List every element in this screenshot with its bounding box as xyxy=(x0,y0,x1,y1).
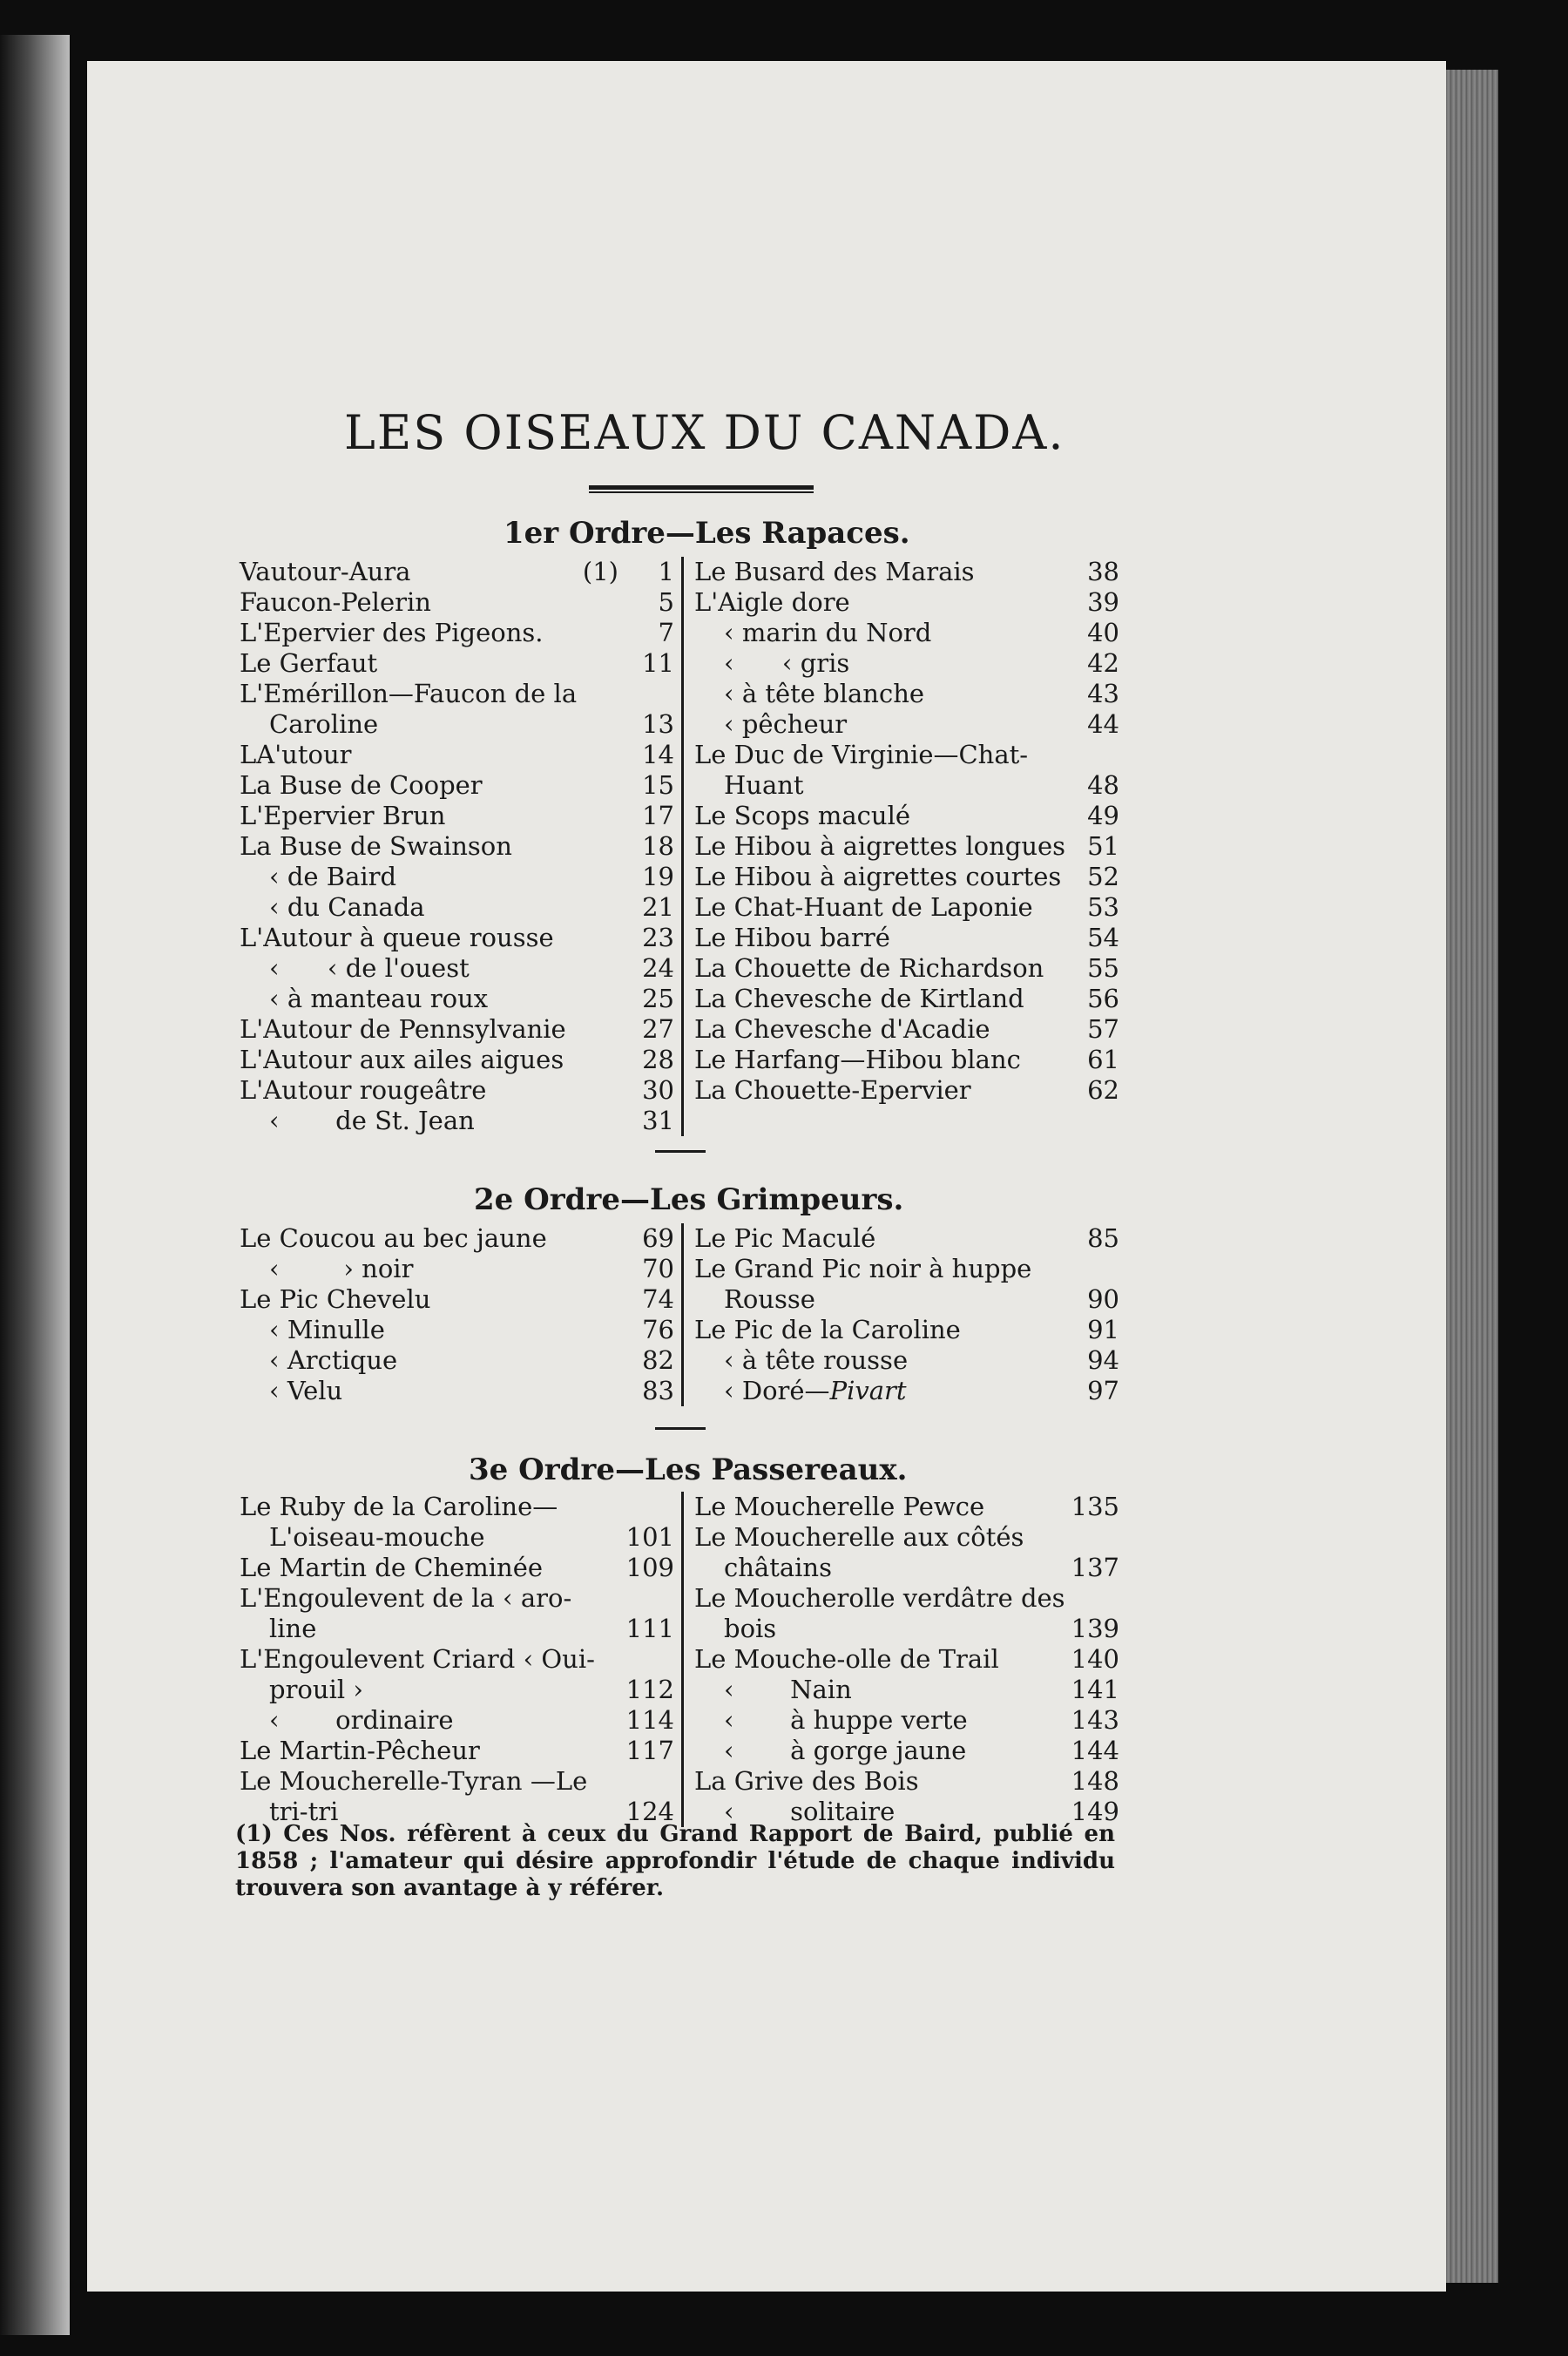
page-number: 137 xyxy=(1071,1553,1119,1582)
left-column xyxy=(240,1492,684,1827)
index-entry xyxy=(694,1522,1119,1553)
index-entry xyxy=(240,1705,674,1736)
page-number xyxy=(631,1766,674,1797)
index-entry xyxy=(240,1614,674,1644)
page-number: 13 xyxy=(642,709,674,739)
page-number: 19 xyxy=(642,862,674,891)
page-number: 56 xyxy=(1087,984,1119,1013)
page-number: 149 xyxy=(1071,1797,1119,1826)
entry-name: La Chevesche d'Acadie xyxy=(694,1014,990,1044)
page-number: 114 xyxy=(625,1705,674,1735)
page-number: 52 xyxy=(1087,862,1119,891)
index-entry xyxy=(240,618,674,648)
right-column xyxy=(684,1223,1119,1406)
page-number: 144 xyxy=(1071,1736,1119,1765)
page-number: 74 xyxy=(642,1284,674,1314)
page-number: 25 xyxy=(642,984,674,1013)
page-number xyxy=(1076,740,1119,770)
page-number: 139 xyxy=(1071,1614,1119,1643)
page-number: 31 xyxy=(642,1106,674,1135)
page-number: 14 xyxy=(642,740,674,769)
entry-name: ‹ du Canada xyxy=(269,892,425,922)
index-entry xyxy=(694,1254,1119,1284)
page-number: 135 xyxy=(1071,1492,1119,1521)
index-entry xyxy=(240,1644,674,1675)
page-number: 140 xyxy=(1071,1644,1119,1674)
title-divider xyxy=(589,485,814,493)
index-entry xyxy=(694,1766,1119,1797)
page-number: 28 xyxy=(642,1045,674,1074)
index-entry xyxy=(694,1492,1119,1522)
page-number: 44 xyxy=(1087,709,1119,739)
entry-name: LA'utour xyxy=(240,740,352,769)
entry-name: ‹ marin du Nord xyxy=(724,618,932,647)
index-entry xyxy=(240,831,674,862)
entry-name: ‹ de St. Jean xyxy=(269,1106,475,1135)
index-entry xyxy=(240,679,674,709)
entry-name: Le Hibou barré xyxy=(694,923,890,952)
entry-name: châtains xyxy=(724,1553,832,1582)
index-entry xyxy=(694,923,1119,953)
index-entry xyxy=(240,953,674,984)
index-entry xyxy=(694,557,1119,587)
index-entry xyxy=(240,862,674,892)
entry-name: Le Harfang—Hibou blanc xyxy=(694,1045,1021,1074)
entry-name: La Grive des Bois xyxy=(694,1766,919,1796)
entry-name: ‹ ordinaire xyxy=(269,1705,454,1735)
section-divider xyxy=(655,1427,706,1430)
entry-name: L'Autour à queue rousse xyxy=(240,923,554,952)
entry-name: ‹ Doré—Pivart xyxy=(724,1376,907,1405)
right-column xyxy=(684,1492,1119,1827)
index-entry xyxy=(694,1705,1119,1736)
page-number: 53 xyxy=(1087,892,1119,922)
entry-name: L'Engoulevent Criard ‹ Oui- xyxy=(240,1644,595,1674)
entry-name: Huant xyxy=(724,770,804,800)
index-entry xyxy=(240,587,674,618)
page-number xyxy=(631,1644,674,1675)
entry-name: La Chevesche de Kirtland xyxy=(694,984,1024,1013)
page-number: 85 xyxy=(1087,1223,1119,1253)
page-number: 112 xyxy=(625,1675,674,1704)
index-entry xyxy=(694,801,1119,831)
entry-name: L'Engoulevent de la ‹ aro- xyxy=(240,1583,572,1613)
entry-name-italic: Pivart xyxy=(829,1376,907,1405)
index-entry xyxy=(694,862,1119,892)
entry-name: Faucon-Pelerin xyxy=(240,587,431,617)
entry-name: bois xyxy=(724,1614,777,1643)
index-entry xyxy=(240,1553,674,1583)
page-number: 117 xyxy=(625,1736,674,1765)
page-number: 15 xyxy=(642,770,674,800)
entry-name: L'Autour rougeâtre xyxy=(240,1075,487,1105)
entry-name: Le Coucou au bec jaune xyxy=(240,1223,547,1253)
entry-name: Le Gerfaut xyxy=(240,648,378,678)
page-number: 39 xyxy=(1087,587,1119,617)
page-number: 97 xyxy=(1087,1376,1119,1405)
index-entry xyxy=(240,1284,674,1315)
page-number: 61 xyxy=(1087,1045,1119,1074)
entry-name: L'Autour aux ailes aigues xyxy=(240,1045,564,1074)
page-number: 143 xyxy=(1071,1705,1119,1735)
entry-name: Le Moucherelle aux côtés xyxy=(694,1522,1024,1552)
index-entry xyxy=(694,1345,1119,1376)
entry-name: ‹ à tête rousse xyxy=(724,1345,909,1375)
entry-name: line xyxy=(269,1614,317,1643)
entry-name: Le Grand Pic noir à huppe xyxy=(694,1254,1032,1283)
index-entry xyxy=(240,892,674,923)
index-entry xyxy=(694,984,1119,1014)
index-entry xyxy=(694,679,1119,709)
page-number: 94 xyxy=(1087,1345,1119,1375)
entry-name: ‹ solitaire xyxy=(724,1797,896,1826)
page-number: 21 xyxy=(642,892,674,922)
entry-name: L'Epervier des Pigeons. xyxy=(240,618,544,647)
page-number: 18 xyxy=(642,831,674,861)
entry-name: ‹ Nain xyxy=(724,1675,852,1704)
page-number: 90 xyxy=(1087,1284,1119,1314)
section-passereaux xyxy=(240,1492,1119,1827)
page-number: 101 xyxy=(625,1522,674,1552)
entry-name: ‹ pêcheur xyxy=(724,709,848,739)
index-entry xyxy=(694,618,1119,648)
section-divider xyxy=(655,1150,706,1153)
index-entry xyxy=(240,1223,674,1254)
index-entry xyxy=(694,892,1119,923)
entry-name: tri-tri xyxy=(269,1797,339,1826)
entry-name: prouil › xyxy=(269,1675,363,1704)
index-entry xyxy=(694,648,1119,679)
section-heading-rapaces: 1er Ordre—Les Rapaces. xyxy=(504,516,910,551)
page-number xyxy=(1076,1254,1119,1284)
entry-name: ‹ à huppe verte xyxy=(724,1705,968,1735)
page-number xyxy=(631,679,674,709)
page-number: 109 xyxy=(625,1553,674,1582)
index-entry xyxy=(694,1075,1119,1106)
page-stack-edge xyxy=(1446,70,1498,2283)
index-entry xyxy=(240,1075,674,1106)
page-number: 62 xyxy=(1087,1075,1119,1105)
index-entry xyxy=(694,770,1119,801)
index-entry xyxy=(240,1014,674,1045)
section-heading-grimpeurs: 2e Ordre—Les Grimpeurs. xyxy=(474,1182,904,1217)
entry-name: Le Moucherelle Pewce xyxy=(694,1492,985,1521)
page-number: 141 xyxy=(1071,1675,1119,1704)
entry-name: Le Scops maculé xyxy=(694,801,911,830)
entry-name: Le Hibou à aigrettes courtes xyxy=(694,862,1062,891)
index-entry xyxy=(694,1045,1119,1075)
section-heading-passereaux: 3e Ordre—Les Passereaux. xyxy=(469,1452,908,1487)
page-number: 51 xyxy=(1087,831,1119,861)
entry-name: ‹ à manteau roux xyxy=(269,984,489,1013)
index-entry xyxy=(240,1492,674,1522)
index-entry xyxy=(694,1284,1119,1315)
index-entry xyxy=(694,587,1119,618)
page-number: 54 xyxy=(1087,923,1119,952)
entry-name: Le Duc de Virginie—Chat- xyxy=(694,740,1029,769)
index-entry xyxy=(240,1045,674,1075)
entry-name: Le Pic de la Caroline xyxy=(694,1315,961,1344)
entry-name: ‹ à gorge jaune xyxy=(724,1736,967,1765)
page-number xyxy=(631,1492,674,1522)
page-number: 42 xyxy=(1087,648,1119,678)
entry-name: L'Autour de Pennsylvanie xyxy=(240,1014,566,1044)
index-entry xyxy=(240,1376,674,1406)
left-column xyxy=(240,1223,684,1406)
page-number: 5 xyxy=(658,587,674,617)
index-entry xyxy=(240,1106,674,1136)
page-number: 124 xyxy=(625,1797,674,1826)
index-entry xyxy=(694,740,1119,770)
entry-name: L'Epervier Brun xyxy=(240,801,446,830)
index-entry xyxy=(694,1315,1119,1345)
page-number: 83 xyxy=(642,1376,674,1405)
entry-name: ‹ ‹ de l'ouest xyxy=(269,953,470,983)
page-number: 111 xyxy=(625,1614,674,1643)
footnote-ref: (1) xyxy=(582,557,618,586)
page-number: 24 xyxy=(642,953,674,983)
footnote: (1) Ces Nos. réfèrent à ceux du Grand Rapport de Baird, publié en 1858 ; l'amateur qui désire approfondir l'étude de chaque individu trouvera son avantage à y référer. xyxy=(235,1821,1115,1901)
page-number: 69 xyxy=(642,1223,674,1253)
page-number: 48 xyxy=(1087,770,1119,800)
entry-name: ‹ ‹ gris xyxy=(724,648,850,678)
entry-name: Le Moucherelle-Tyran —Le xyxy=(240,1766,588,1796)
index-entry xyxy=(240,801,674,831)
index-entry xyxy=(240,1736,674,1766)
page-number: 76 xyxy=(642,1315,674,1344)
index-entry xyxy=(694,1644,1119,1675)
left-column xyxy=(240,557,684,1136)
entry-name: Le Mouche-olle de Trail xyxy=(694,1644,999,1674)
page-number: 148 xyxy=(1071,1766,1119,1796)
entry-name: L'Emérillon—Faucon de la xyxy=(240,679,578,708)
page-number xyxy=(1076,1522,1119,1553)
page-number xyxy=(631,1583,674,1614)
entry-name: La Chouette-Epervier xyxy=(694,1075,971,1105)
entry-name: La Buse de Swainson xyxy=(240,831,512,861)
index-entry xyxy=(240,740,674,770)
entry-name: La Buse de Cooper xyxy=(240,770,483,800)
index-entry xyxy=(240,1254,674,1284)
entry-name: Le Ruby de la Caroline— xyxy=(240,1492,558,1521)
entry-name: ‹ Arctique xyxy=(269,1345,398,1375)
page-title: LES OISEAUX DU CANADA. xyxy=(344,405,1065,460)
entry-name: ‹ de Baird xyxy=(269,862,397,891)
section-rapaces xyxy=(240,557,1119,1136)
index-entry xyxy=(694,1553,1119,1583)
entry-name: Le Martin-Pêcheur xyxy=(240,1736,480,1765)
adjacent-page-edge xyxy=(0,35,70,2335)
book-page xyxy=(87,61,1446,2292)
entry-name: Le Pic Maculé xyxy=(694,1223,876,1253)
entry-name: Le Moucherolle verdâtre des xyxy=(694,1583,1065,1613)
page-number: 82 xyxy=(642,1345,674,1375)
index-entry xyxy=(694,1614,1119,1644)
index-entry xyxy=(694,1736,1119,1766)
page-number: 17 xyxy=(642,801,674,830)
entry-name: La Chouette de Richardson xyxy=(694,953,1044,983)
right-column xyxy=(684,557,1119,1136)
index-entry xyxy=(240,648,674,679)
index-entry xyxy=(694,1014,1119,1045)
entry-name: ‹ Velu xyxy=(269,1376,343,1405)
entry-name: ‹ à tête blanche xyxy=(724,679,925,708)
page-number: 7 xyxy=(658,618,674,647)
page-number: 1 xyxy=(658,557,674,586)
entry-name: L'oiseau-mouche xyxy=(269,1522,485,1552)
index-entry xyxy=(240,1675,674,1705)
index-entry xyxy=(240,984,674,1014)
entry-name: Le Busard des Marais xyxy=(694,557,975,586)
index-entry xyxy=(240,770,674,801)
page-number xyxy=(1076,1583,1119,1614)
entry-name: Le Pic Chevelu xyxy=(240,1284,431,1314)
index-entry xyxy=(694,1583,1119,1614)
index-entry xyxy=(240,557,674,587)
index-entry xyxy=(694,1675,1119,1705)
page-number: 70 xyxy=(642,1254,674,1283)
entry-name: L'Aigle dore xyxy=(694,587,850,617)
entry-name: Rousse xyxy=(724,1284,815,1314)
index-entry xyxy=(240,1583,674,1614)
index-entry xyxy=(240,1766,674,1797)
entry-name: Le Chat-Huant de Laponie xyxy=(694,892,1033,922)
page-number: 40 xyxy=(1087,618,1119,647)
page-number: 27 xyxy=(642,1014,674,1044)
entry-name: ‹ › noir xyxy=(269,1254,414,1283)
index-entry xyxy=(240,923,674,953)
entry-name: Le Martin de Cheminée xyxy=(240,1553,544,1582)
page-number: 57 xyxy=(1087,1014,1119,1044)
index-entry xyxy=(240,1522,674,1553)
page-number: 49 xyxy=(1087,801,1119,830)
page-number: 11 xyxy=(642,648,674,678)
index-entry xyxy=(240,709,674,740)
index-entry xyxy=(694,1376,1119,1406)
entry-name: ‹ Minulle xyxy=(269,1315,385,1344)
page-number: 30 xyxy=(642,1075,674,1105)
section-grimpeurs xyxy=(240,1223,1119,1406)
index-entry xyxy=(240,1345,674,1376)
index-entry xyxy=(240,1315,674,1345)
entry-name: Le Hibou à aigrettes longues xyxy=(694,831,1066,861)
page-number: 43 xyxy=(1087,679,1119,708)
index-entry xyxy=(694,709,1119,740)
page-number: 38 xyxy=(1087,557,1119,586)
index-entry xyxy=(694,1223,1119,1254)
index-entry xyxy=(694,953,1119,984)
page-number: 55 xyxy=(1087,953,1119,983)
page-number: 23 xyxy=(642,923,674,952)
entry-name: Vautour-Aura xyxy=(240,557,411,586)
entry-name: Caroline xyxy=(269,709,379,739)
index-entry xyxy=(694,831,1119,862)
page-number: 91 xyxy=(1087,1315,1119,1344)
